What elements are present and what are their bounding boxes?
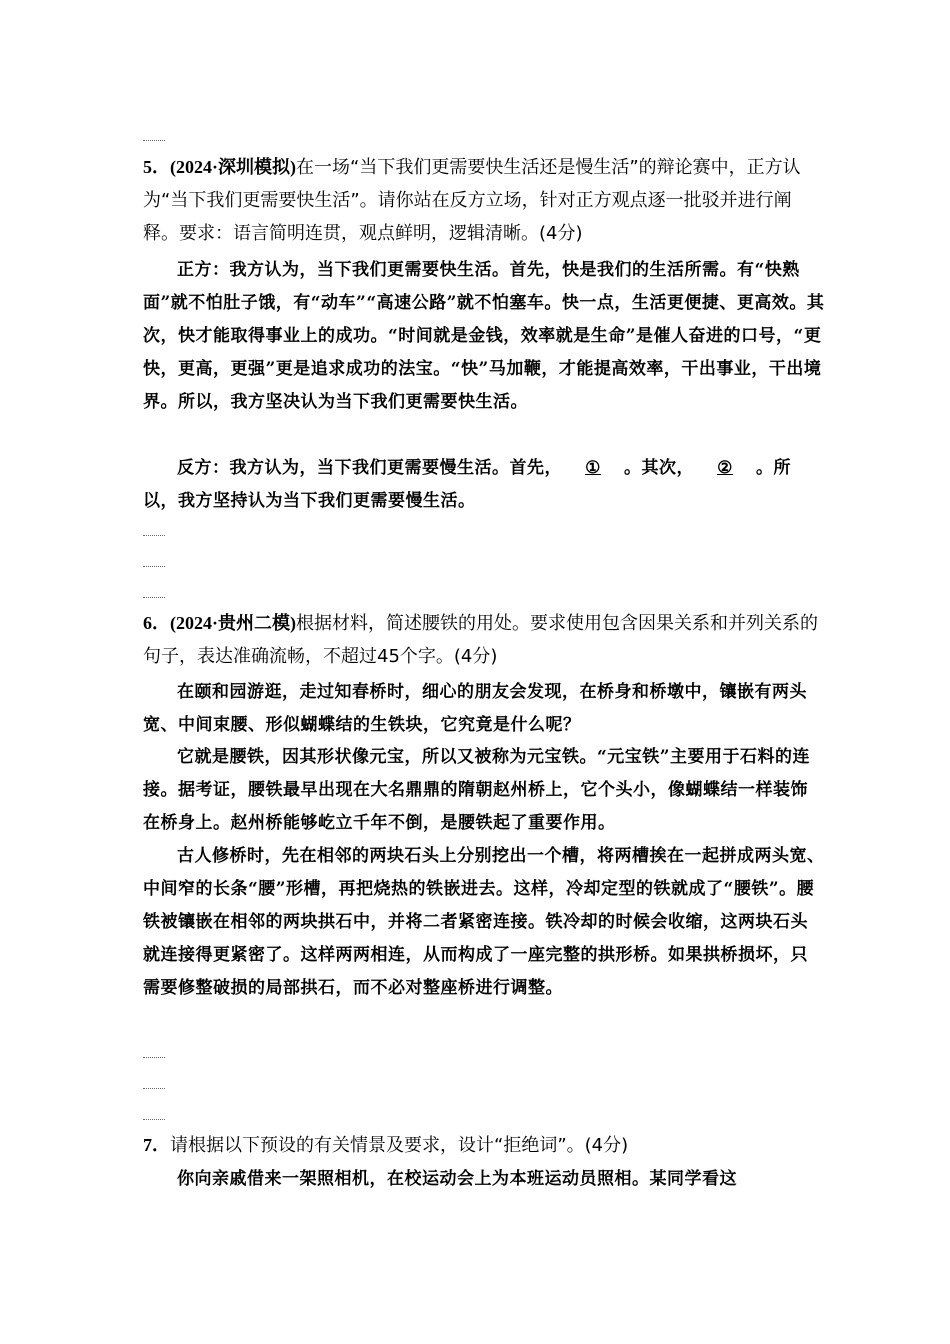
question-5 <box>143 151 823 250</box>
question-source-close: ) <box>290 157 296 177</box>
q5-con-paragraph <box>143 452 825 518</box>
question-source-name: 贵州二模 <box>218 613 290 634</box>
answer-line <box>143 535 165 536</box>
question-prompt: 根据材料，简述腰铁的用处。要求使用包含因果关系和并列关系的句子，表达准确流畅，不超过45个字。(4分) <box>143 613 818 667</box>
q6-paragraph-2: 它就是腰铁，因其形状像元宝，所以又被称为元宝铁。“元宝铁”主要用于石料的连接。据考证，腰铁最早出现在大名鼎鼎的隋朝赵州桥上，它个头小，像蝴蝶结一样装饰在桥身上。赵州桥能够屹立千年不倒，是腰铁起了重要作用。 <box>143 747 811 833</box>
question-number: 5． <box>143 157 170 177</box>
question-number: 6． <box>143 613 170 633</box>
q5-pro-paragraph: 正方：我方认为，当下我们更需要快生活。首先，快是我们的生活所需。有“快熟面”就不怕肚子饿，有“动车”“高速公路”就不怕塞车。快一点，生活更便捷、更高效。其次，快才能取得事业上的成功。“时间就是金钱，效率就是生命”是催人奋进的口号，“更快，更高，更强”更是追求成功的法宝。“快”马加鞭，才能提高效率，干出事业，干出境界。所以，我方坚决认为当下我们更需要快生活。 <box>143 260 825 412</box>
q7-paragraph-1: 你向亲戚借来一架照相机，在校运动会上为本班运动员照相。某同学看这 <box>177 1169 737 1189</box>
question-source-close: ) <box>290 613 296 633</box>
answer-line <box>143 1119 165 1120</box>
con-text-c: 。所以，我方坚持认为当下我们更需要慢生活。 <box>143 458 791 511</box>
question-prompt: 请根据以下预设的有关情景及要求，设计“拒绝词”。(4分) <box>170 1135 629 1156</box>
question-6 <box>143 607 823 673</box>
answer-line <box>143 140 165 141</box>
answer-line <box>143 1057 165 1058</box>
blank-1: ① <box>585 458 601 478</box>
answer-line <box>143 597 165 598</box>
con-text-a: 反方：我方认为，当下我们更需要慢生活。首先， <box>177 458 562 478</box>
q6-paragraph-1: 在颐和园游逛，走过知春桥时，细心的朋友会发现，在桥身和桥墩中，镶嵌有两头宽、中间束腰、形似蝴蝶结的生铁块，它究竟是什么呢？ <box>143 682 807 735</box>
blank-2: ② <box>717 458 733 478</box>
question-source-year: (2024· <box>170 157 218 177</box>
question-source-year: (2024· <box>170 613 218 633</box>
question-source-name: 深圳模拟 <box>218 157 290 178</box>
question-number: 7． <box>143 1135 170 1155</box>
question-prompt: 在一场“当下我们更需要快生活还是慢生活”的辩论赛中，正方认为“当下我们更需要快生活”。请你站在反方立场，针对正方观点逐一批驳并进行阐释。要求：语言简明连贯，观点鲜明，逻辑清晰。(4分) <box>143 157 801 244</box>
q6-paragraph-3: 古人修桥时，先在相邻的两块石头上分别挖出一个槽，将两槽挨在一起拼成两头宽、中间窄的长条“腰”形槽，再把烧热的铁嵌进去。这样，冷却定型的铁就成了“腰铁”。腰铁被镶嵌在相邻的两块拱石中，并将二者紧密连接。铁冷却的时候会收缩，这两块石头就连接得更紧密了。这样两两相连，从而构成了一座完整的拱形桥。如果拱桥损坏，只需要修整破损的局部拱石，而不必对整座桥进行调整。 <box>143 846 825 998</box>
question-7 <box>143 1129 823 1162</box>
answer-line <box>143 1088 165 1089</box>
answer-line <box>143 566 165 567</box>
con-text-b: 。其次， <box>624 458 694 478</box>
